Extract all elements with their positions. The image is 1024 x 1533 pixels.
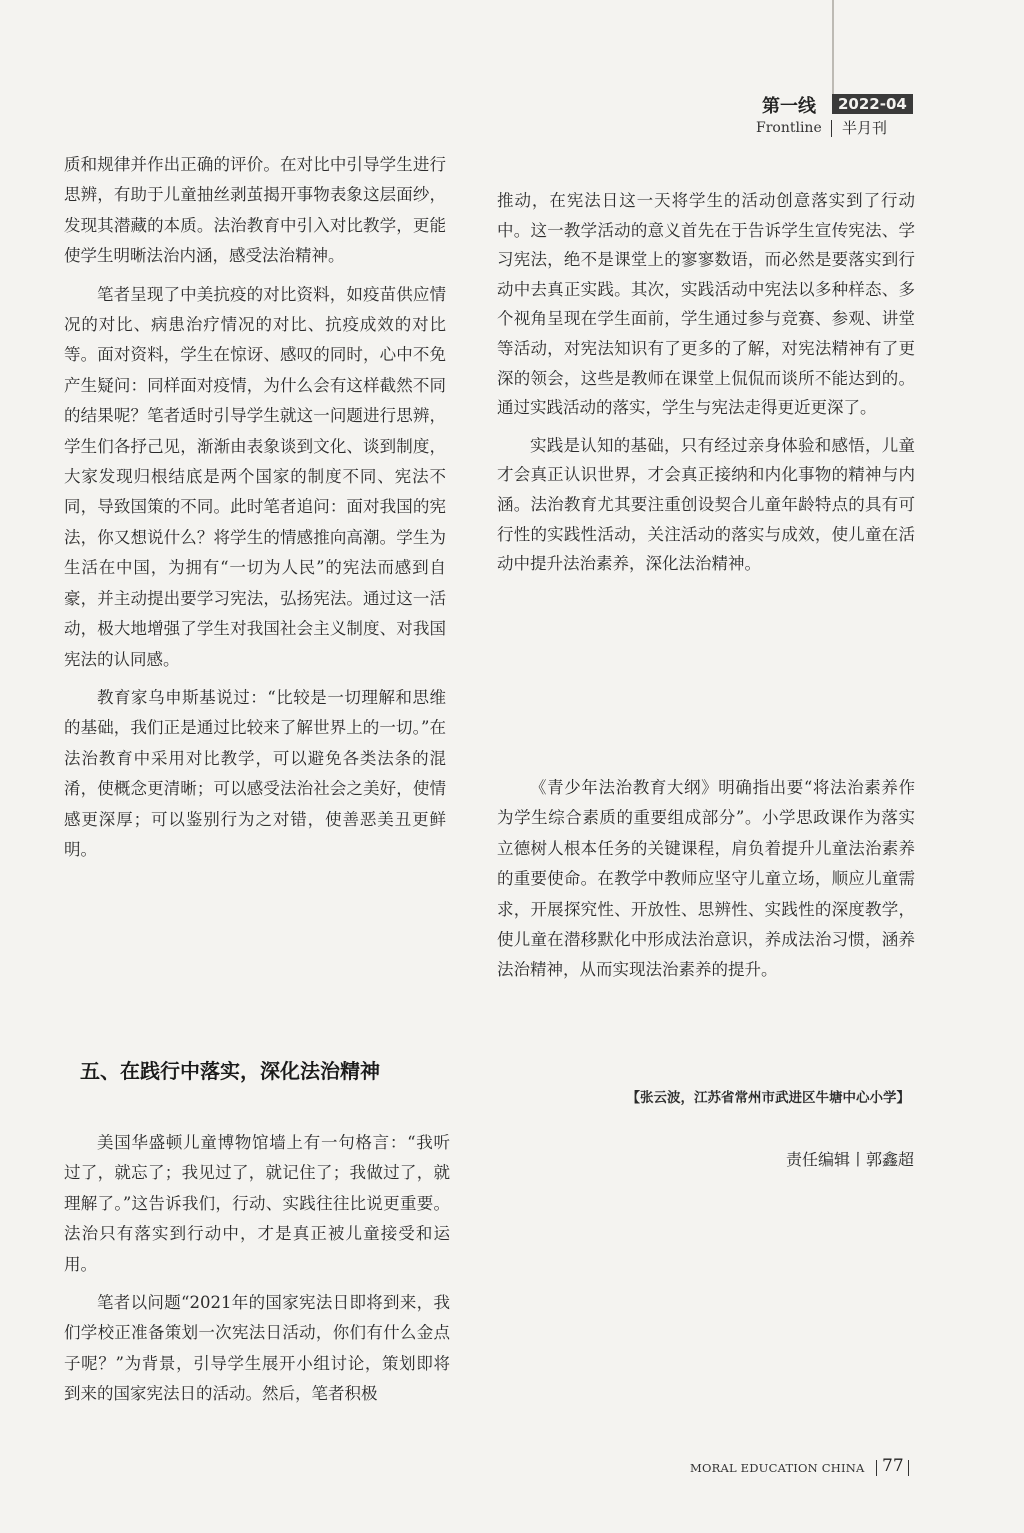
journal-brand: 第一线 (762, 96, 816, 117)
paragraph-pandemic-comparison: 笔者呈现了中美抗疫的对比资料，如疫苗供应情况的对比、病患治疗情况的对比、抗疫成效的对比等。面对资料，学生在惊讶、感叹的同时，心中不免产生疑问：同样面对疫情，为什么会有这样截然不同的结果呢？笔者适时引导学生就这一问题进行思辨，学生们各抒己见，渐渐由表象谈到文化、谈到制度，大家发现归根结底是两个国家的制度不同、宪法不同，导致国策的不同。此时笔者追问：面对我国的宪法，你又想说什么？将学生的情感推向高潮。学生为生活在中国，为拥有“一切为人民”的宪法而感到自豪，并主动提出要学习宪法，弘扬宪法。通过这一活动，极大地增强了学生对我国社会主义制度、对我国宪法的认同感。 (64, 284, 446, 669)
magazine-name: MORAL EDUCATION CHINA (690, 1461, 865, 1475)
header-divider (831, 120, 832, 137)
paragraph-conclusion: 《青少年法治教育大纲》明确指出要“将法治素养作为学生综合素质的重要组成部分”。小学思政课作为落实立德树人根本任务的关键课程，肩负着提升儿童法治素养的重要使命。在教学中教师应坚守儿童立场，顺应儿童需求，开展探究性、开放性、思辨性、实践性的深度教学，使儿童在潜移默化中形成法治意识，养成法治习惯，涵养法治精神，从而实现法治素养的提升。 (497, 778, 915, 980)
paragraph-practice-basis: 实践是认知的基础，只有经过亲身体验和感悟，儿童才会真正认识世界，才会真正接纳和内化事物的精神与内涵。法治教育尤其要注重创设契合儿童年龄特点的具有可行性的实践性活动，关注活动的落实与成效，使儿童在活动中提升法治素养，深化法治精神。 (497, 435, 915, 574)
paragraph-constitution-day: 笔者以问题“2021年的国家宪法日即将到来，我们学校正准备策划一次宪法日活动，你们有什么金点子呢？”为背景，引导学生展开小组讨论，策划即将到来的国家宪法日的活动。然后，笔者积极 (64, 1293, 450, 1404)
footer-divider-right (908, 1460, 909, 1476)
page-number: 77 (882, 1456, 904, 1476)
left-column-lower (64, 1128, 450, 1410)
publication-frequency: 半月刊 (842, 119, 888, 137)
running-header (748, 92, 928, 140)
footer-divider-left (876, 1460, 877, 1476)
author-affiliation: 【张云波，江苏省常州市武进区牛塘中心小学】 (626, 1090, 910, 1106)
journal-brand-en: Frontline (756, 120, 822, 136)
left-column-upper (64, 150, 446, 865)
paragraph-activity-meaning: 推动，在宪法日这一天将学生的活动创意落实到了行动中。这一教学活动的意义首先在于告诉学生宣传宪法、学习宪法，绝不是课堂上的寥寥数语，而必然是要落实到行动中去真正实践。其次，实践活动中宪法以多种样态、多个视角呈现在学生面前，学生通过参与竞赛、参观、讲堂等活动，对宪法知识有了更多的了解，对宪法精神有了更深的领会，这些是教师在课堂上侃侃而谈所不能达到的。通过实践活动的落实，学生与宪法走得更近更深了。 (497, 191, 915, 418)
page-footer (690, 1456, 918, 1480)
paragraph-ushinsky-quote: 教育家乌申斯基说过：“比较是一切理解和思维的基础，我们正是通过比较来了解世界上的一切。”在法治教育中采用对比教学，可以避免各类法条的混淆，使概念更清晰；可以感受法治社会之美好，使情感更深厚；可以鉴别行为之对错，使善恶美丑更鲜明。 (64, 687, 446, 859)
paragraph-museum-motto: 美国华盛顿儿童博物馆墙上有一句格言：“我听过了，就忘了；我见过了，就记住了；我做过了，就理解了。”这告诉我们，行动、实践往往比说更重要。法治只有落实到行动中，才是真正被儿童接受和运用。 (64, 1133, 450, 1274)
right-column-lower (497, 773, 915, 986)
paragraph-contrast-intro: 质和规律并作出正确的评价。在对比中引导学生进行思辨，有助于儿童抽丝剥茧揭开事物表象这层面纱，发现其潜藏的本质。法治教育中引入对比教学，更能使学生明晰法治内涵，感受法治精神。 (64, 155, 446, 266)
right-column-upper (497, 186, 915, 579)
section-heading: 五、在践行中落实，深化法治精神 (80, 1059, 380, 1083)
issue-badge: 2022-04 (832, 94, 913, 114)
responsible-editor: 责任编辑丨郭鑫超 (785, 1150, 914, 1169)
